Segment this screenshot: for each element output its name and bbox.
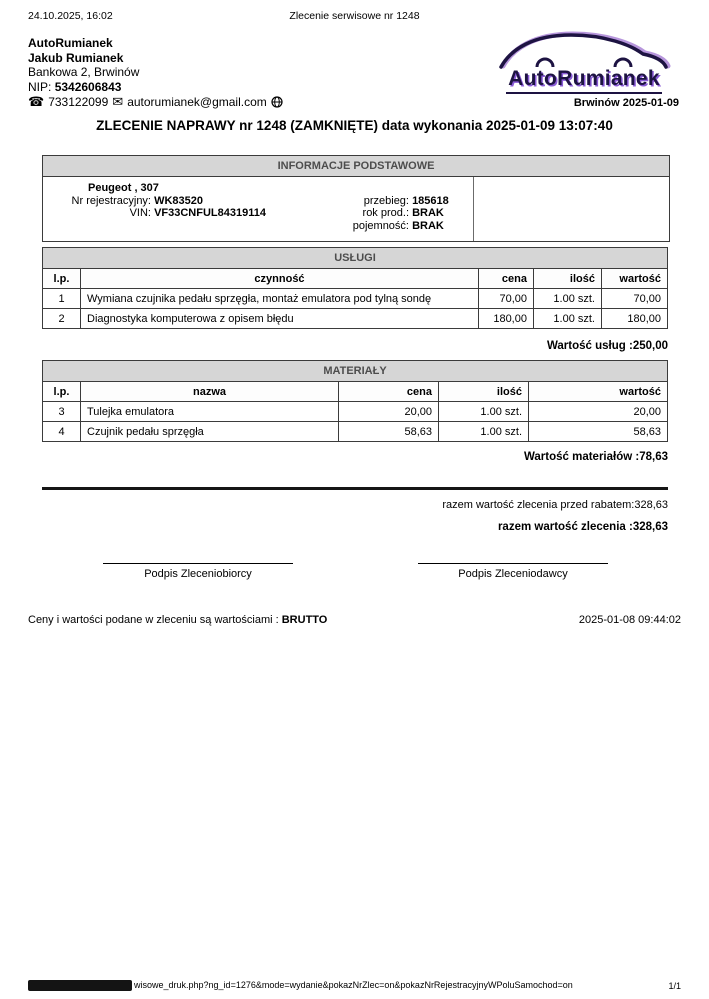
print-datetime: 24.10.2025, 16:02	[28, 10, 113, 22]
phone-icon: ☎	[28, 94, 45, 110]
price-type-note	[28, 614, 327, 626]
email-icon: ✉	[112, 94, 124, 110]
capacity-label: pojemność:	[352, 219, 409, 232]
vehicle-column	[43, 182, 343, 234]
page-indicator: 1/1	[668, 981, 681, 991]
cell-lp: 2	[43, 309, 81, 329]
cell-activity: Diagnostyka komputerowa z opisem błędu	[81, 309, 479, 329]
company-nip	[28, 80, 283, 95]
redaction-mark	[28, 980, 132, 991]
cell-price: 180,00	[478, 309, 533, 329]
company-info	[28, 36, 283, 110]
company-contact	[28, 95, 283, 110]
usage-column	[343, 195, 473, 235]
cell-price: 58,63	[339, 422, 439, 442]
cell-price: 20,00	[339, 402, 439, 422]
logo-place-date: Brwinów 2025-01-09	[573, 97, 679, 109]
vin-label: VIN:	[129, 207, 151, 219]
cell-lp: 4	[43, 422, 81, 442]
cell-value: 58,63	[529, 422, 668, 442]
table-row	[43, 402, 668, 422]
materials-table	[42, 360, 668, 442]
col-value: wartość	[529, 382, 668, 402]
col-name: nazwa	[81, 382, 339, 402]
vin-value: VF33CNFUL84319114	[154, 207, 266, 219]
table-row	[43, 422, 668, 442]
cell-name: Tulejka emulatora	[81, 402, 339, 422]
col-activity: czynność	[81, 269, 479, 289]
cell-value: 70,00	[601, 289, 667, 309]
cell-qty: 1.00 szt.	[439, 422, 529, 442]
col-qty: ilość	[533, 269, 601, 289]
summary-divider	[42, 487, 668, 490]
table-row	[43, 289, 668, 309]
cell-activity: Wymiana czujnika pedału sprzęgła, montaż emulatora pod tylną sondę	[81, 289, 479, 309]
company-address: Bankowa 2, Brwinów	[28, 65, 140, 79]
cell-lp: 3	[43, 402, 81, 422]
globe-icon	[271, 96, 283, 108]
cell-price: 70,00	[478, 289, 533, 309]
materials-total: Wartość materiałów :78,63	[523, 451, 668, 463]
col-lp: l.p.	[43, 269, 81, 289]
cell-qty: 1.00 szt.	[439, 402, 529, 422]
phone-number: 733122099	[48, 95, 109, 109]
nip-label: NIP:	[28, 79, 52, 94]
cell-qty: 1.00 szt.	[533, 309, 601, 329]
company-owner: Jakub Rumianek	[28, 50, 124, 65]
empty-info-cell	[473, 177, 669, 241]
email-address: autorumianek@gmail.com	[127, 95, 267, 109]
summary-before-discount: razem wartość zlecenia przed rabatem:328,63	[442, 499, 668, 511]
company-logo	[489, 26, 679, 109]
col-qty: ilość	[439, 382, 529, 402]
note-brutto: BRUTTO	[281, 614, 328, 626]
print-url	[28, 980, 573, 991]
materials-header: MATERIAŁY	[43, 361, 668, 382]
print-url-text: wisowe_druk.php?ng_id=1276&mode=wydanie&pokazNrZlec=on&pokazNrRejestracyjnyWPoluSamochod=on	[134, 979, 573, 990]
reg-label: Nr rejestracyjny:	[71, 194, 151, 207]
capacity-value: BRAK	[412, 219, 444, 232]
basic-info-section	[42, 155, 670, 242]
services-header: USŁUGI	[43, 248, 668, 269]
services-total: Wartość usług :250,00	[546, 340, 668, 352]
year-value: BRAK	[412, 207, 444, 219]
nip-value: 5342606843	[54, 79, 122, 94]
cell-lp: 1	[43, 289, 81, 309]
car-silhouette-icon	[497, 26, 672, 72]
services-table	[42, 247, 668, 329]
year-label: rok prod.:	[362, 207, 409, 219]
cell-value: 180,00	[601, 309, 667, 329]
note-text: Ceny i wartości podane w zleceniu są wartościami :	[28, 614, 279, 626]
table-row	[43, 309, 668, 329]
company-name: AutoRumianek	[28, 36, 113, 50]
materials-section	[42, 360, 668, 442]
cell-value: 20,00	[529, 402, 668, 422]
col-price: cena	[339, 382, 439, 402]
mileage-label: przebieg:	[363, 194, 409, 207]
print-title: Zlecenie serwisowe nr 1248	[289, 10, 420, 22]
signature-client: Podpis Zleceniodawcy	[418, 563, 608, 580]
mileage-value: 185618	[412, 194, 449, 207]
vehicle-name: Peugeot , 307	[88, 182, 159, 194]
cell-name: Czujnik pedału sprzęgła	[81, 422, 339, 442]
cell-qty: 1.00 szt.	[533, 289, 601, 309]
col-price: cena	[478, 269, 533, 289]
note-datetime: 2025-01-08 09:44:02	[578, 614, 681, 626]
basic-info-header: INFORMACJE PODSTAWOWE	[43, 156, 669, 177]
reg-value: WK83520	[154, 194, 203, 207]
services-section	[42, 247, 668, 329]
logo-brand-text: AutoRumianek	[506, 67, 662, 94]
col-lp: l.p.	[43, 382, 81, 402]
summary-total: razem wartość zlecenia :328,63	[497, 521, 668, 533]
signature-contractor: Podpis Zleceniobiorcy	[103, 563, 293, 580]
col-value: wartość	[601, 269, 667, 289]
document-title: ZLECENIE NAPRAWY nr 1248 (ZAMKNIĘTE) data wykonania 2025-01-09 13:07:40	[96, 118, 613, 133]
